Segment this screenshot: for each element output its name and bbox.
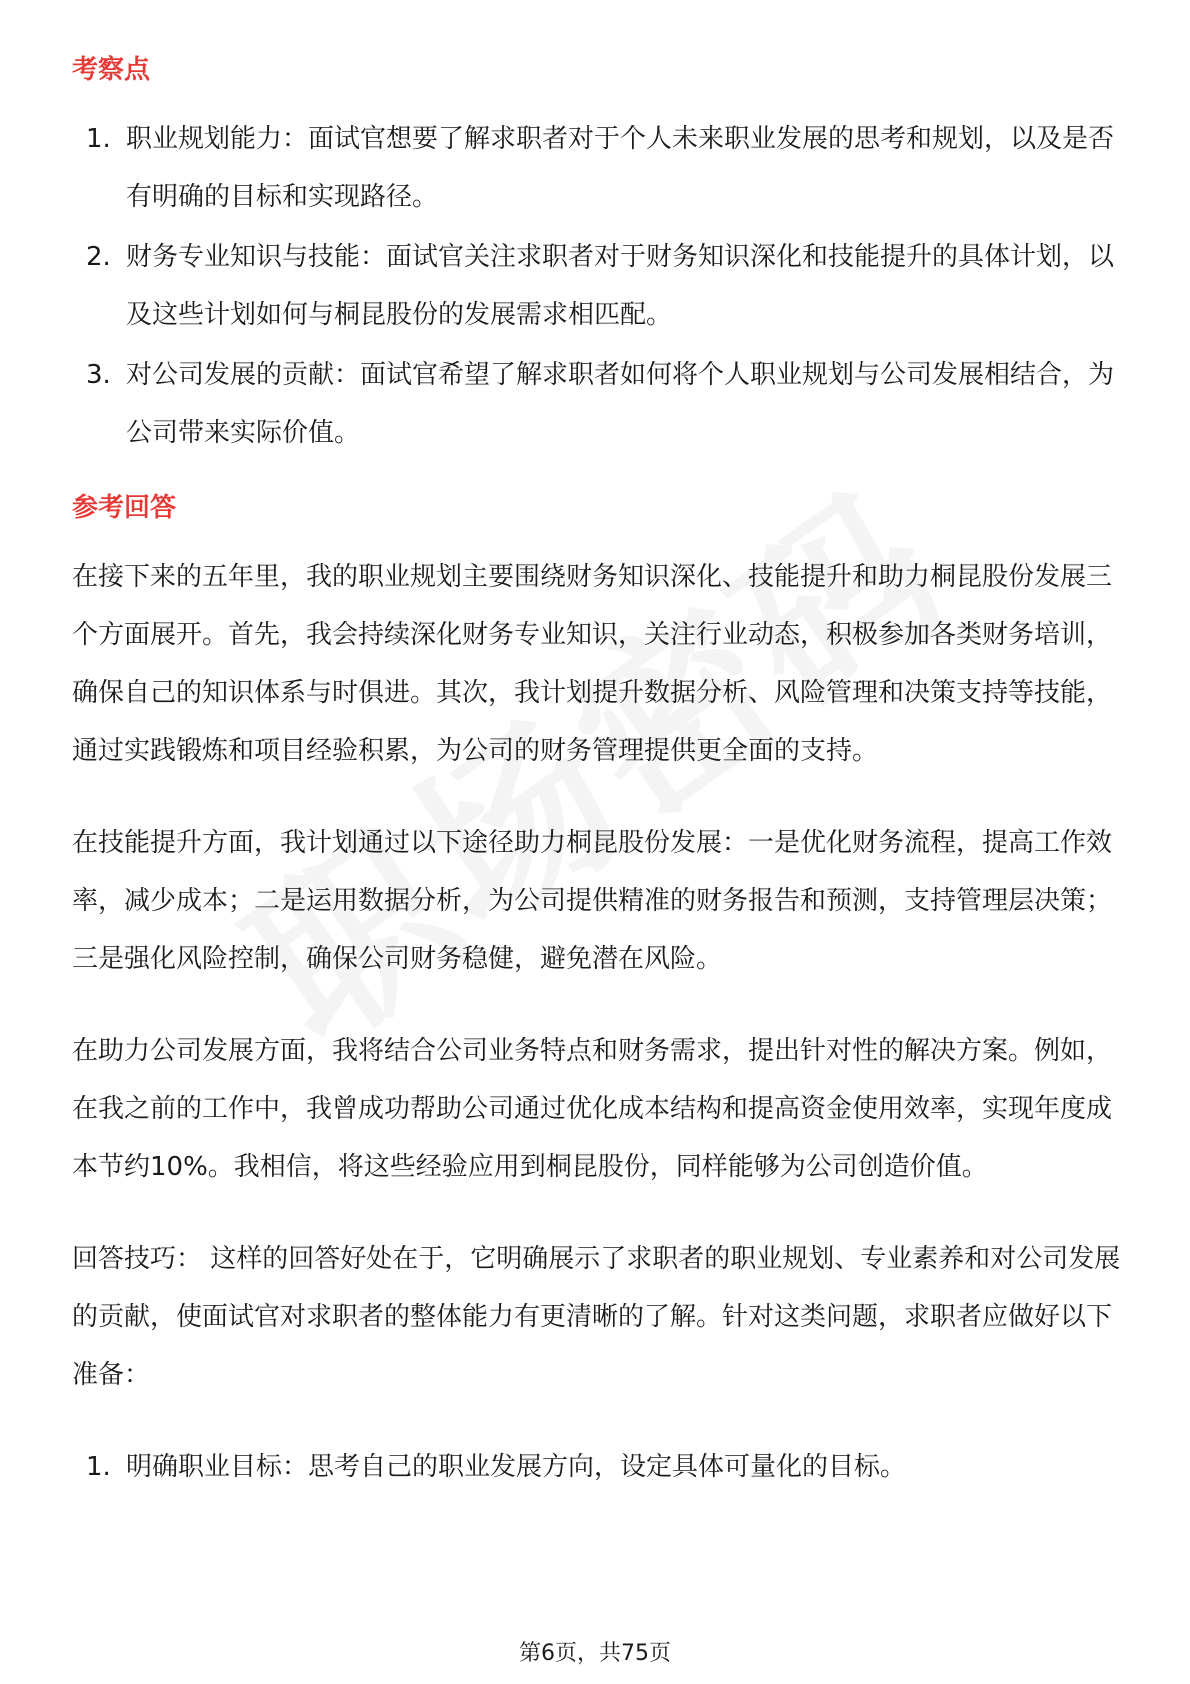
points-heading: 考察点 [72,55,151,85]
list-text: 对公司发展的贡献：面试官希望了解求职者如何将个人职业规划与公司发展相结合，为公司带来实际价值。 [126,360,1115,448]
list-number: 2. [86,242,111,272]
answer-paragraph: 在接下来的五年里，我的职业规划主要围绕财务知识深化、技能提升和助力桐昆股份发展三个方面展开。首先，我会持续深化财务专业知识，关注行业动态，积极参加各类财务培训，确保自己的知识体系与时俱进。其次，我计划提升数据分析、风险管理和决策支持等技能，通过实践锻炼和项目经验积累，为公司的财务管理提供更全面的支持。 [72,562,1113,766]
list-text: 财务专业知识与技能：面试官关注求职者对于财务知识深化和技能提升的具体计划，以及这些计划如何与桐昆股份的发展需求相匹配。 [126,242,1115,330]
answer-paragraph: 在技能提升方面，我计划通过以下途径助力桐昆股份发展：一是优化财务流程，提高工作效率，减少成本；二是运用数据分析，为公司提供精准的财务报告和预测，支持管理层决策；三是强化风险控制，确保公司财务稳健，避免潜在风险。 [72,828,1113,974]
answer-heading: 参考回答 [72,493,177,523]
page-content [72,48,1122,1520]
list-number: 1. [86,124,111,154]
list-item [72,1438,1122,1496]
list-text: 明确职业目标：思考自己的职业发展方向，设定具体可量化的目标。 [126,1452,907,1482]
points-list [72,110,1122,462]
list-text: 职业规划能力：面试官想要了解求职者对于个人未来职业发展的思考和规划，以及是否有明确的目标和实现路径。 [126,124,1115,212]
list-item [72,346,1122,462]
answer-paragraph: 在助力公司发展方面，我将结合公司业务特点和财务需求，提出针对性的解决方案。例如，在我之前的工作中，我曾成功帮助公司通过优化成本结构和提高资金使用效率，实现年度成本节约10%。我相信，将这些经验应用到桐昆股份，同样能够为公司创造价值。 [72,1036,1113,1182]
list-item [72,228,1122,344]
page-number: 第6页，共75页 [519,1641,671,1666]
list-item [72,110,1122,226]
tips-paragraph: 回答技巧： 这样的回答好处在于，它明确展示了求职者的职业规划、专业素养和对公司发展的贡献，使面试官对求职者的整体能力有更清晰的了解。针对这类问题，求职者应做好以下准备： [72,1244,1121,1390]
list-number: 3. [86,360,111,390]
list-number: 1. [86,1452,111,1482]
tips-list [72,1438,1122,1496]
